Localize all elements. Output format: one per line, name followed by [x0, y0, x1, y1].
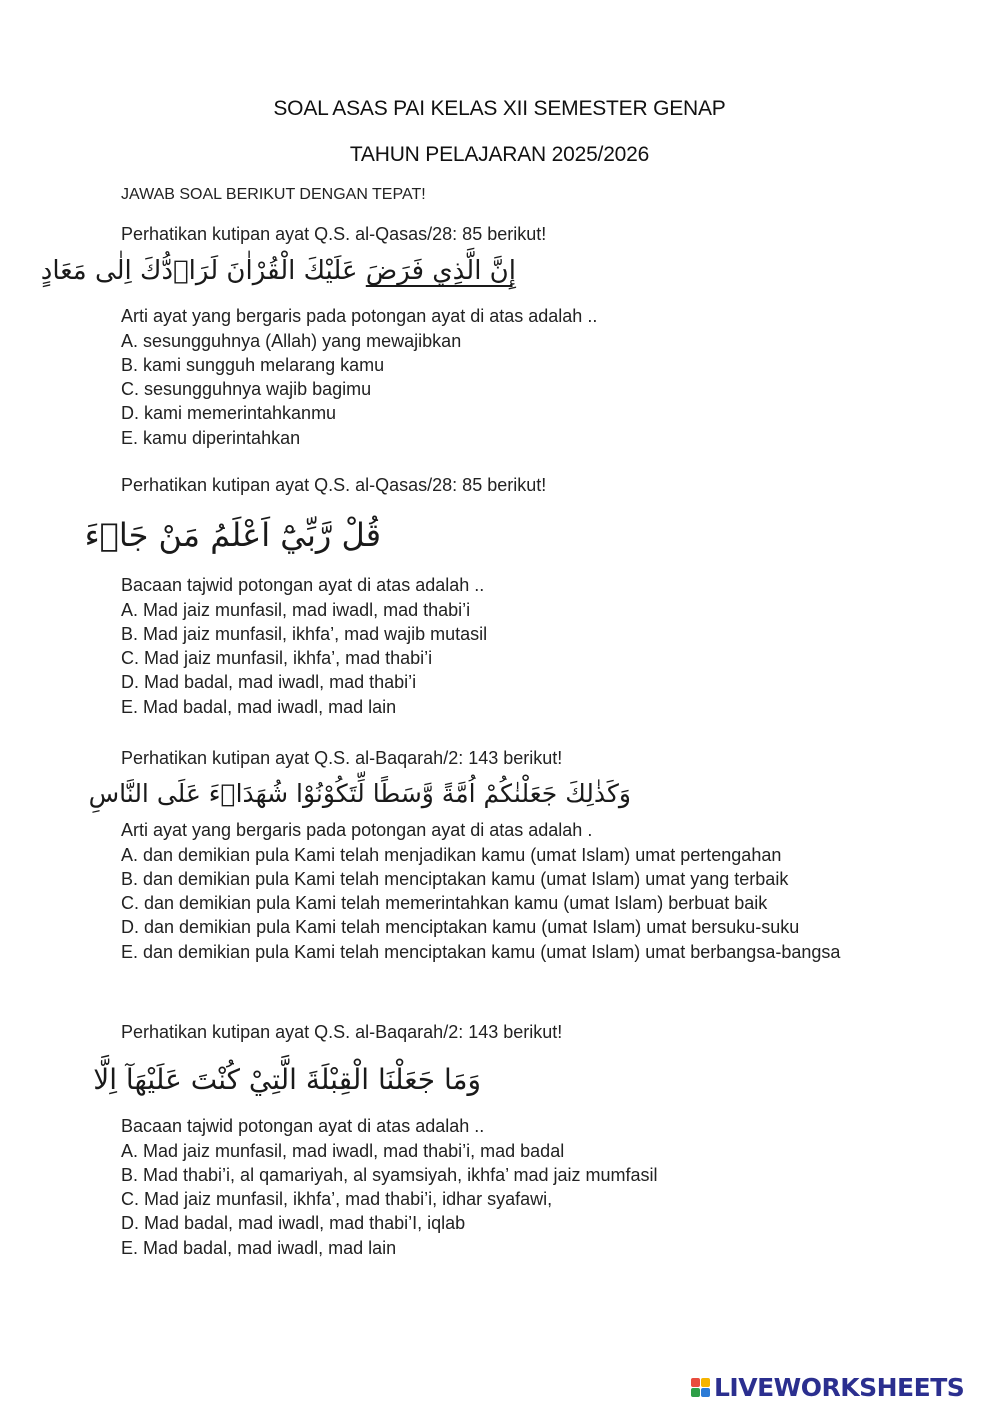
question-1 — [40, 222, 881, 450]
question-prompt: Bacaan tajwid potongan ayat di atas adalah .. — [121, 1116, 485, 1137]
page-subtitle: TAHUN PELAJARAN 2025/2026 — [349, 143, 650, 166]
option-c[interactable]: C. sesungguhnya wajib bagimu — [121, 379, 372, 400]
option-d[interactable]: D. Mad badal, mad iwadl, mad thabi’I, iqlab — [121, 1213, 466, 1234]
question-2 — [84, 473, 881, 719]
arabic-verse — [93, 1048, 481, 1112]
arabic-verse — [40, 248, 516, 294]
options-list — [121, 329, 881, 450]
option-c[interactable]: C. Mad jaiz munfasil, ikhfa’, mad thabi’i, idhar syafawi, — [121, 1189, 553, 1210]
option-b[interactable]: B. Mad thabi’i, al qamariyah, al syamsiyah, ikhfa’ mad jaiz mumfasil — [121, 1164, 658, 1185]
question-intro: Perhatikan kutipan ayat Q.S. al-Baqarah/2: 143 berikut! — [121, 748, 563, 768]
arabic-verse-pre: وَكَذٰلِكَ جَعَلْنٰكُمْ اُمَّةً وَّسَطًا لِّتَكُوْنُوْا شُهَدَاۤءَ عَلَى النَّاسِ — [88, 779, 631, 809]
liveworksheets-logo[interactable] — [691, 1372, 964, 1402]
option-e[interactable]: E. Mad badal, mad iwadl, mad lain — [121, 696, 397, 717]
option-a[interactable]: A. sesungguhnya (Allah) yang mewajibkan — [121, 330, 462, 351]
instruction-text: JAWAB SOAL BERIKUT DENGAN TEPAT! — [121, 186, 426, 203]
page-title: SOAL ASAS PAI KELAS XII SEMESTER GENAP — [273, 97, 726, 120]
question-prompt: Arti ayat yang bergaris pada potongan ayat di atas adalah . — [121, 820, 593, 841]
question-prompt: Arti ayat yang bergaris pada potongan ayat di atas adalah .. — [121, 306, 598, 327]
arabic-verse-pre: وَمَا جَعَلْنَا الْقِبْلَةَ الَّتِيْ كُنْتَ عَلَيْهَآ اِلَّا — [93, 1063, 481, 1097]
question-intro: Perhatikan kutipan ayat Q.S. al-Qasas/28: 85 berikut! — [121, 224, 547, 244]
logo-text: LIVEWORKSHEETS — [714, 1372, 965, 1402]
option-e[interactable]: E. Mad badal, mad iwadl, mad lain — [121, 1237, 397, 1258]
logo-square-green — [691, 1388, 700, 1397]
option-c[interactable]: C. dan demikian pula Kami telah memerintahkan kamu (umat Islam) berbuat baik — [121, 893, 768, 914]
option-b[interactable]: B. dan demikian pula Kami telah menciptakan kamu (umat Islam) umat yang terbaik — [121, 868, 789, 889]
question-4 — [93, 1020, 881, 1260]
arabic-verse — [88, 770, 631, 818]
option-a[interactable]: A. Mad jaiz munfasil, mad iwadl, mad thabi’i — [121, 599, 471, 620]
logo-square-blue — [701, 1388, 710, 1397]
logo-square-red — [691, 1378, 700, 1387]
option-b[interactable]: B. Mad jaiz munfasil, ikhfa’, mad wajib mutasil — [121, 623, 488, 644]
logo-square-yellow — [701, 1378, 710, 1387]
question-intro: Perhatikan kutipan ayat Q.S. al-Baqarah/2: 143 berikut! — [121, 1022, 563, 1042]
option-d[interactable]: D. dan demikian pula Kami telah menciptakan kamu (umat Islam) umat bersuku-suku — [121, 917, 800, 938]
arabic-verse-underlined: إِنَّ الَّذِي فَرَضَ — [365, 256, 516, 287]
option-d[interactable]: D. Mad badal, mad iwadl, mad thabi’i — [121, 672, 417, 693]
options-list — [121, 843, 856, 964]
option-e[interactable]: E. kamu diperintahkan — [121, 427, 301, 448]
option-d[interactable]: D. kami memerintahkanmu — [121, 403, 337, 424]
arabic-verse — [84, 503, 381, 567]
option-c[interactable]: C. Mad jaiz munfasil, ikhfa’, mad thabi’i — [121, 648, 433, 669]
arabic-verse-pre: قُلْ رَّبِّيْٓ اَعْلَمُ مَنْ جَاۤءَ — [84, 516, 381, 555]
arabic-verse-post: عَلَيْكَ الْقُرْاٰنَ لَرَاۤدُّكَ اِلٰى مَعَادٍ — [40, 256, 366, 287]
option-a[interactable]: A. dan demikian pula Kami telah menjadikan kamu (umat Islam) umat pertengahan — [121, 844, 782, 865]
options-list — [121, 598, 881, 719]
question-prompt: Bacaan tajwid potongan ayat di atas adalah .. — [121, 575, 485, 596]
liveworksheets-logo-icon — [691, 1378, 710, 1397]
option-e[interactable]: E. dan demikian pula Kami telah menciptakan kamu (umat Islam) umat berbangsa-bangsa — [121, 941, 841, 962]
options-list — [121, 1139, 881, 1260]
question-intro: Perhatikan kutipan ayat Q.S. al-Qasas/28: 85 berikut! — [121, 475, 547, 495]
question-3 — [88, 746, 881, 964]
option-a[interactable]: A. Mad jaiz munfasil, mad iwadl, mad thabi’i, mad badal — [121, 1140, 565, 1161]
option-b[interactable]: B. kami sungguh melarang kamu — [121, 354, 385, 375]
